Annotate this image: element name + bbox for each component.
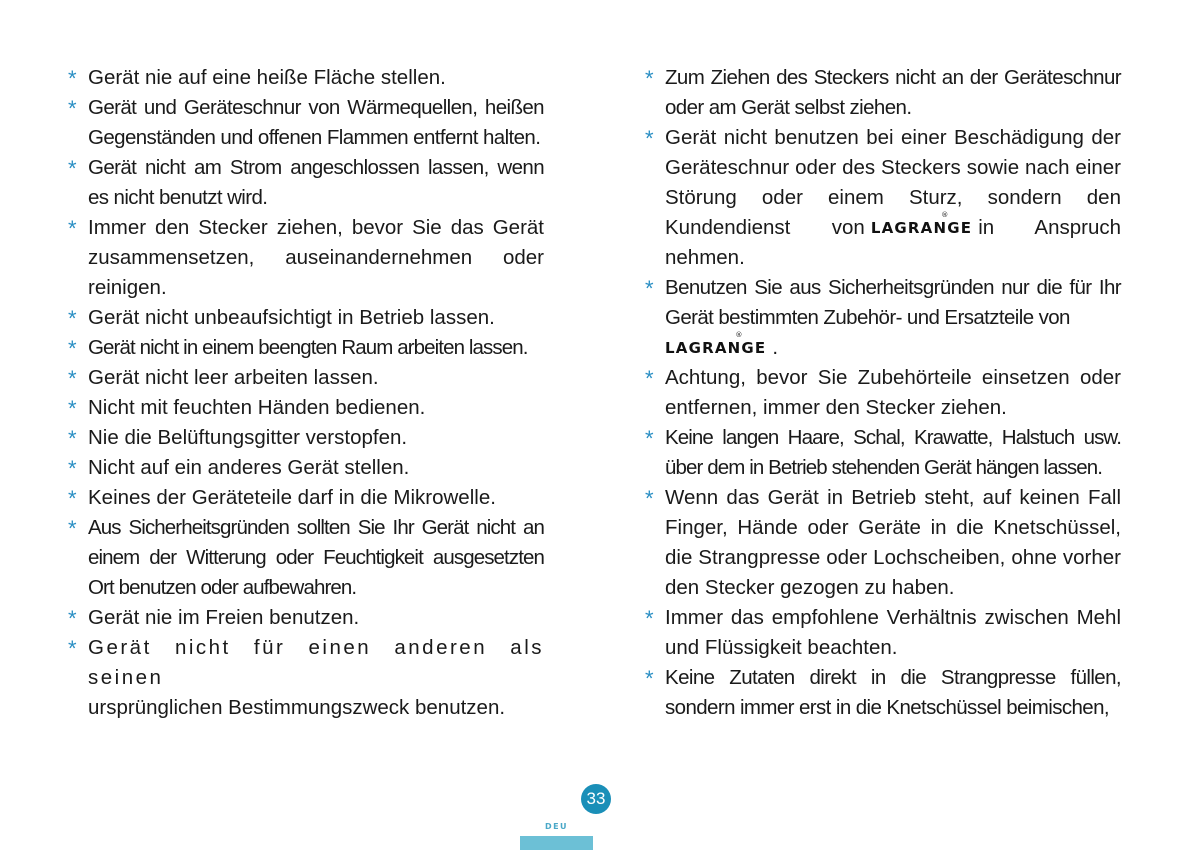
lagrange-logo: LAGRANGE ® [870, 211, 973, 237]
page-number-badge: 33 [581, 784, 611, 814]
list-item: * Gerät nicht für einen anderen als seinen ursprünglichen Bestimmungszweck benutzen. [68, 633, 544, 723]
asterisk-bullet-icon: * [645, 606, 654, 631]
list-item: * Aus Sicherheitsgründen sollten Sie Ihr Gerät nicht an einem der Witterung oder Feuchtigkeit ausgesetzten Ort benutzen oder aufbewahren. [68, 513, 544, 603]
asterisk-bullet-icon: * [68, 216, 77, 241]
list-item: * Gerät und Geräteschnur von Wärmequellen, heißen Gegenständen und offenen Flammen entfernt halten. [68, 93, 544, 153]
list-item: * Gerät nie auf eine heiße Fläche stellen. [68, 63, 544, 93]
asterisk-bullet-icon: * [645, 276, 653, 301]
asterisk-bullet-icon: * [68, 606, 77, 631]
list-item: * Keine langen Haare, Schal, Krawatte, Halstuch usw. über dem in Betrieb stehenden Gerät hängen lassen. [645, 423, 1121, 483]
language-label: DEU [544, 822, 569, 831]
asterisk-bullet-icon: * [68, 366, 77, 391]
list-item: * Keines der Geräteteile darf in die Mikrowelle. [68, 483, 544, 513]
asterisk-bullet-icon: * [68, 456, 77, 481]
asterisk-bullet-icon: * [68, 486, 77, 511]
registered-mark: ® [735, 331, 743, 339]
asterisk-bullet-icon: * [645, 66, 653, 91]
list-item: * Immer das empfohlene Verhältnis zwischen Mehl und Flüssigkeit beachten. [645, 603, 1121, 663]
right-column [645, 63, 1121, 723]
list-item: * Nicht mit feuchten Händen bedienen. [68, 393, 544, 423]
asterisk-bullet-icon: * [645, 426, 653, 451]
list-item: * Gerät nicht benutzen bei einer Beschädigung der Geräteschnur oder des Steckers sowie nach einer Störung oder einem Sturz, sondern den Kundendienst von LAGRANGE ® in Anspruch nehmen. [645, 123, 1121, 273]
list-item: * Keine Zutaten direkt in die Strangpresse füllen, sondern immer erst in die Knetschüssel beimischen, [645, 663, 1121, 723]
left-column [68, 63, 544, 723]
list-item: * Wenn das Gerät in Betrieb steht, auf keinen Fall Finger, Hände oder Geräte in die Knetschüssel, die Strangpresse oder Lochscheiben, ohne vorher den Stecker gezogen zu haben. [645, 483, 1121, 603]
asterisk-bullet-icon: * [645, 486, 654, 511]
list-item: * Nicht auf ein anderes Gerät stellen. [68, 453, 544, 483]
asterisk-bullet-icon: * [68, 156, 76, 181]
asterisk-bullet-icon: * [68, 426, 77, 451]
list-item: * Gerät nicht leer arbeiten lassen. [68, 363, 544, 393]
list-item: * Gerät nicht am Strom angeschlossen lassen, wenn es nicht benutzt wird. [68, 153, 544, 213]
list-item: * Benutzen Sie aus Sicherheitsgründen nur die für Ihr Gerät bestimmten Zubehör- und Ersatzteile von LAGRANGE ® . [645, 273, 1121, 363]
list-item: * Achtung, bevor Sie Zubehörteile einsetzen oder entfernen, immer den Stecker ziehen. [645, 363, 1121, 423]
asterisk-bullet-icon: * [68, 66, 77, 91]
asterisk-bullet-icon: * [68, 306, 77, 331]
lagrange-logo: LAGRANGE ® [665, 331, 767, 357]
asterisk-bullet-icon: * [68, 636, 77, 661]
asterisk-bullet-icon: * [645, 126, 654, 151]
list-item: * Zum Ziehen des Steckers nicht an der Geräteschnur oder am Gerät selbst ziehen. [645, 63, 1121, 123]
asterisk-bullet-icon: * [68, 336, 76, 361]
asterisk-bullet-icon: * [68, 516, 76, 541]
list-item: * Gerät nicht unbeaufsichtigt in Betrieb lassen. [68, 303, 544, 333]
asterisk-bullet-icon: * [645, 366, 654, 391]
registered-mark: ® [941, 211, 949, 219]
list-item: * Gerät nicht in einem beengten Raum arbeiten lassen. [68, 333, 544, 363]
asterisk-bullet-icon: * [645, 666, 653, 691]
asterisk-bullet-icon: * [68, 96, 76, 121]
asterisk-bullet-icon: * [68, 396, 77, 421]
list-item: * Nie die Belüftungsgitter verstopfen. [68, 423, 544, 453]
list-item: * Immer den Stecker ziehen, bevor Sie das Gerät zusammensetzen, auseinandernehmen oder reinigen. [68, 213, 544, 303]
list-item: * Gerät nie im Freien benutzen. [68, 603, 544, 633]
language-bar [520, 836, 593, 850]
